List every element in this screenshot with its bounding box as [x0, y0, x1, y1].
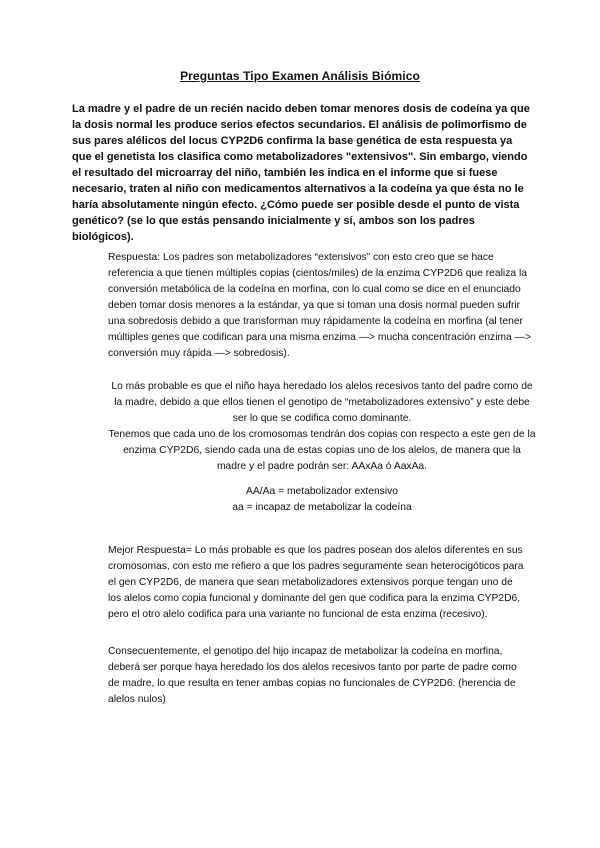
- genotype-legend: [108, 484, 536, 516]
- answer-explanation-paragraph-2: Tenemos que cada uno de los cromosomas tendrán dos copias con respecto a este gen de la enzima CYP2D6, siendo cada una de estas copias uno de los alelos, de manera que la madre y el padre podrán ser: AAxAa ó AaxAa.: [108, 429, 536, 472]
- answer-paragraph: Respuesta: Los padres son metabolizadores “extensivos” con esto creo que se hace referencia a que tienen múltiples copias (cientos/miles) de la enzima CYP2D6 que realiza la conversión metabólica de la codeína en morfina, con lo cual como se dice en el enunciado deben tomar dosis menores a la estándar, ya que si toman una dosis normal pueden sufrir una sobredosis debido a que transforman muy rápidamente la codeína en morfina (al tener múltiples genes que codifican para una misma enzima —> mucha concentración enzima —> conversión muy rápida —> sobredosis).: [108, 252, 531, 359]
- best-answer-paragraph: Mejor Respuesta= Lo más probable es que los padres posean dos alelos diferentes en sus cromosomas, con esto me refiero a que los padres seguramente sean heterocigóticos para el gen CYP2D6, de manera que sean metabolizadores extensivos porque tengan uno de los alelos como copia funcional y dominante del gen que codifica para la enzima CYP2D6, pero el otro alelo codifica para una variante no funcional de esta enzima (recesivo).: [108, 545, 524, 620]
- exam-question: La madre y el padre de un recién nacido deben tomar menores dosis de codeína ya que la dosis normal les produce serios efectos secundarios. El análisis de polimorfismo de sus pares alélicos del locus CYP2D6 confirma la base genética de esta respuesta ya que el genetista los clasifica como metabolizadores "extensivos". Sin embargo, viendo el resultado del microarray del niño, también les indica en el informe que si fuese necesario, traten al niño con medicamentos alternativos a la codeína ya que ésta no le haría absolutamente ningún efecto. ¿Cómo puede ser posible desde el punto de vista genético? (se lo que estás pensando inicialmente y sí, ambos son los padres biológicos).: [72, 103, 530, 243]
- genotype-legend-line-2: aa = incapaz de metabolizar la codeína: [232, 502, 412, 513]
- answer-explanation: [108, 379, 536, 475]
- document-title: Preguntas Tipo Examen Análisis Biómico: [180, 69, 420, 83]
- answer-explanation-paragraph-1: Lo más probable es que el niño haya heredado los alelos recesivos tanto del padre como de la madre, debido a que ellos tienen el genotipo de “metabolizadores extensivo” y este debe ser lo que se codifica como dominante.: [111, 381, 533, 424]
- genotype-legend-line-1: AA/Aa = metabolizador extensivo: [246, 486, 398, 497]
- consequence-paragraph: Consecuentemente, el genotipo del hijo incapaz de metabolizar la codeína en morfina, deberá ser porque haya heredado los dos alelos recesivos tanto por parte de padre como de madre, lo que resulta en tener ambas copias no funcionales de CYP2D6. (herencia de alelos nulos): [108, 646, 517, 705]
